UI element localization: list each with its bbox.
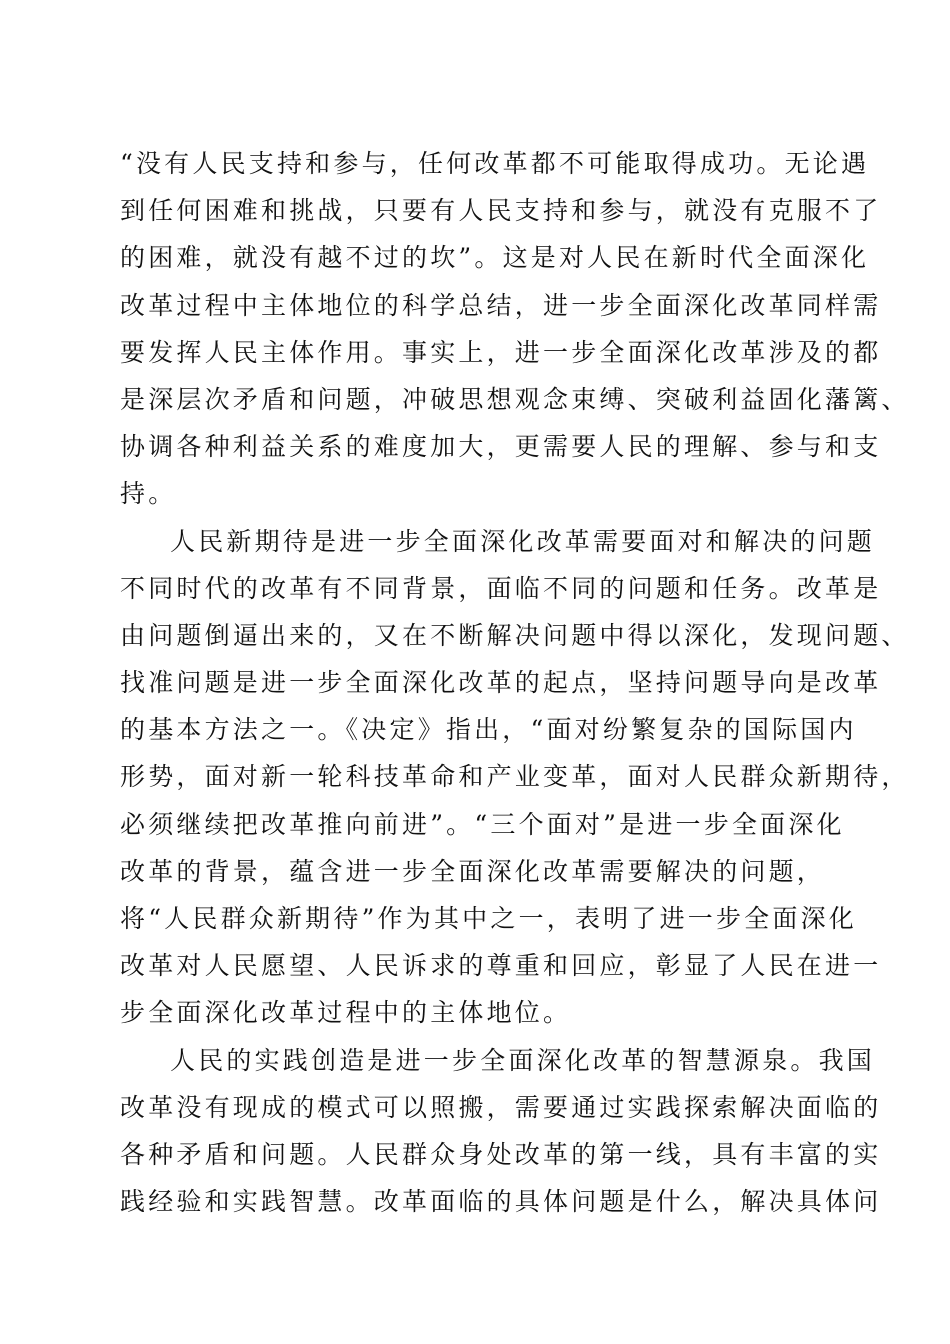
text-line: 形势，面对新一轮科技革命和产业变革，面对人民群众新期待， [120,762,910,792]
text-line: 的困难，就没有越不过的坎”。这是对人民在新时代全面深化 [120,243,870,273]
text-line: “没有人民支持和参与，任何改革都不可能取得成功。无论遇 [120,149,870,178]
text-line: 找准问题是进一步全面深化改革的起点，坚持问题导向是改革 [120,668,882,698]
text-line: 是深层次矛盾和问题，冲破思想观念束缚、突破利益固化藩篱、 [120,384,910,414]
text-line: 将“人民群众新期待”作为其中之一，表明了进一步全面深化 [120,904,857,933]
text-line: 持。 [120,479,177,509]
text-line: 由问题倒逼出来的，又在不断解决问题中得以深化，发现问题、 [120,620,910,650]
text-line: 改革的背景，蕴含进一步全面深化改革需要解决的问题， [120,856,826,886]
text-line: 改革没有现成的模式可以照搬，需要通过实践探索解决面临的 [120,1092,882,1122]
text-line: 改革对人民愿望、人民诉求的尊重和回应，彰显了人民在进一 [120,951,882,981]
text-line: 步全面深化改革过程中的主体地位。 [120,998,572,1028]
text-line: 不同时代的改革有不同背景，面临不同的问题和任务。改革是 [120,573,882,603]
text-line: 改革过程中主体地位的科学总结，进一步全面深化改革同样需 [120,290,882,320]
text-line: 践经验和实践智慧。改革面临的具体问题是什么，解决具体问 [120,1187,882,1217]
text-line: 的基本方法之一。《决定》指出，“面对纷繁复杂的国际国内 [120,715,857,745]
text-line: 要发挥人民主体作用。事实上，进一步全面深化改革涉及的都 [120,337,882,367]
section-heading: 人民新期待是进一步全面深化改革需要面对和解决的问题 [170,526,876,556]
paragraph-start: 人民的实践创造是进一步全面深化改革的智慧源泉。我国 [170,1045,876,1075]
text-line: 各种矛盾和问题。人民群众身处改革的第一线，具有丰富的实 [120,1139,882,1169]
text-line: 必须继续把改革推向前进”。“三个面对”是进一步全面深化 [120,809,845,839]
body-text [120,140,910,1225]
text-line: 到任何困难和挑战，只要有人民支持和参与，就没有克服不了 [120,196,882,226]
text-line: 协调各种利益关系的难度加大，更需要人民的理解、参与和支 [120,432,882,462]
